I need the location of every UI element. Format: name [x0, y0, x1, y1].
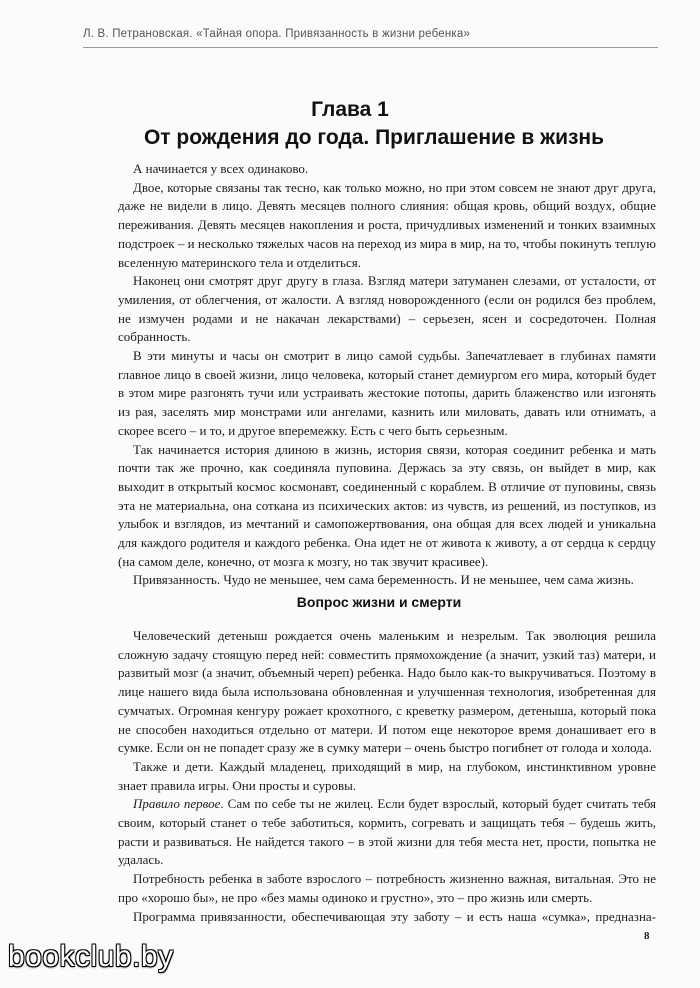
paragraph: Так начинается история длиною в жизнь, история связи, которая соединит ребенка и мать почти так же прочно, как соединяла пуповина. Держась за эту связь, он выйдет в мир, как выходит в открытый космос космонавт, соединенный с кораблем. В отличие от пуповины, связь эта не материальна, она соткана из психических актов: из чувств, из решений, из поступков, из улыбок и взглядов, из мечтаний и самопожертвования, она общая для всех людей и уникальна для каждого родителя и каждого ребенка. Она идет не от живота к животу, а от сердца к сердцу (на самом деле, конечно, от мозга к мозгу, но так звучит красивее). — [118, 441, 656, 569]
paragraph: Двое, которые связаны так тесно, как только можно, но при этом совсем не знают друг друга, даже не видели в лицо. Девять месяцев полного слияния: общая кровь, общий воздух, общие переживания. Девять месяцев накопления и роста, причудливых изменений и тонких взаимных подстроек – и несколько тяжелых часов на переход из мира в мир, на то, чтобы покинуть теплую вселенную материнского тела и отделиться. — [118, 179, 656, 270]
paragraph-rule-one — [118, 795, 656, 870]
rule-text: . Сам по себе ты не жилец. Если будет взрослый, который будет считать тебя своим, который станет о тебе заботиться, кормить, согревать и защищать тебя – будешь жить, расти и развиваться. Не найдется такого – в этой жизни для тебя места нет, прости, попытка не удалась. — [118, 796, 657, 868]
section-body — [118, 627, 656, 926]
chapter-number: Глава 1 — [311, 98, 389, 121]
page-number: 8 — [644, 930, 650, 942]
watermark-logo: bookclub.by — [8, 940, 174, 973]
paragraph: Наконец они смотрят друг другу в глаза. Взгляд матери затуманен слезами, от усталости, от умиления, от облегчения, от жалости. А взгляд новорожденного (если он родился без проблем, не измучен родами и не накачан лекарствами) – серьезен, ясен и сосредоточен. Полная собранность. — [118, 273, 656, 345]
paragraph: А начинается у всех одинаково. — [133, 161, 309, 176]
paragraph: Также и дети. Каждый младенец, приходящий в мир, на глубоком, инстинктивном уровне знает правила игры. Они просты и суровы. — [118, 758, 656, 793]
paragraph: Потребность ребенка в заботе взрослого – потребность жизненно важная, витальная. Это не про «хорошо бы», не про «без мамы одиноко и грустно», это – про жизнь или смерть. — [118, 871, 656, 905]
running-header: Л. В. Петрановская. «Тайная опора. Привязанность в жизни ребенка» — [83, 28, 471, 40]
rule-label: Правило первое — [133, 796, 221, 812]
paragraph: Программа привязанности, обеспечивающая эту заботу – и есть наша «сумка», предназна- — [133, 908, 656, 924]
section-title: Вопрос жизни и смерти — [296, 594, 462, 610]
chapter-title: От рождения до года. Приглашение в жизнь — [143, 126, 605, 149]
header-divider — [83, 47, 658, 48]
chapter-body — [118, 160, 656, 590]
paragraph: В эти минуты и часы он смотрит в лицо самой судьбы. Запечатлевает в глубинах памяти главное лицо в своей жизни, лицо человека, который станет демиургом его мира, который будет в этом мире разгонять тучи или устраивать жестокие потопы, дарить блаженство или изгонять из рая, заселять мир монстрами или ангелами, казнить или миловать, давать или отнимать, а скорее всего – и то, и другое вперемежку. Есть с чего быть серьезным. — [118, 348, 656, 438]
paragraph: Человеческий детеныш рождается очень маленьким и незрелым. Так эволюция решила сложную задачу стоящую перед ней: совместить прямохождение (а значит, узкий таз) матери, и развитый мозг (а значит, объемный череп) ребенка. Надо было как-то выкручиваться. Поэтому в лице нашего вида была использована обновленная и улучшенная технология, изобретенная для сумчатых. Огромная кенгуру рожает крохотного, с креветку размером, детеныша, который пока не способен находиться отдельно от матери. И потом еще некоторое время донашивает его в сумке. Если он не попадет сразу же в сумку матери – очень быстро погибнет от голода и холода. — [118, 628, 656, 756]
paragraph: Привязанность. Чудо не меньшее, чем сама беременность. И не меньшее, чем сама жизнь. — [133, 572, 634, 588]
